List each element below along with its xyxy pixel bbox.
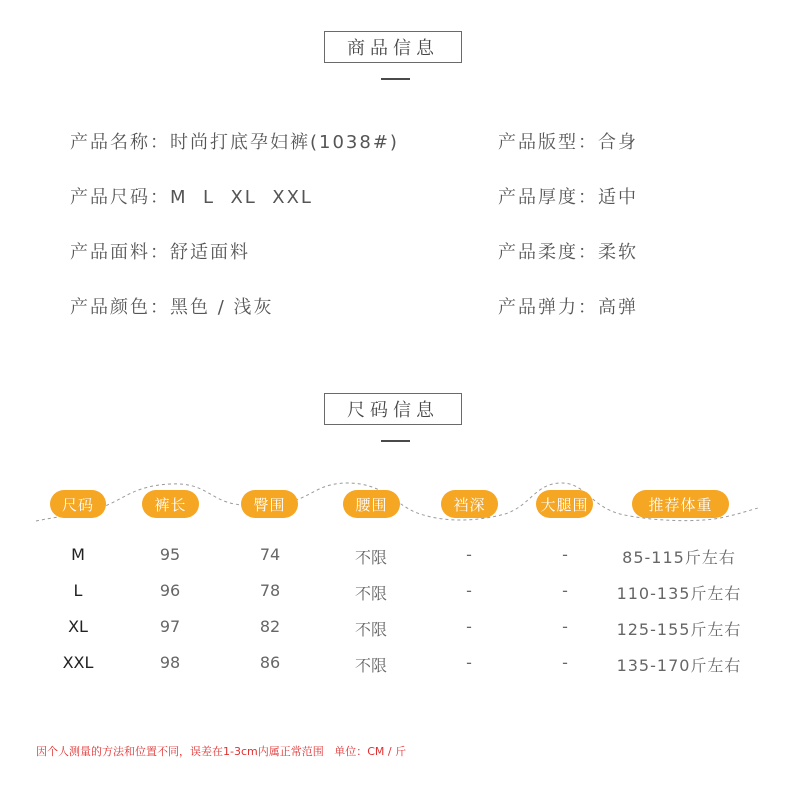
size-info-title — [324, 393, 462, 425]
size-info-title-rule — [381, 440, 410, 442]
product-fit-value: 合身 — [598, 132, 638, 153]
header-size — [50, 490, 106, 518]
cell-rise: - — [466, 653, 472, 672]
header-hip — [241, 490, 298, 518]
product-size-label: 产品尺码： — [70, 187, 170, 208]
cell-pants-length: 95 — [159, 545, 181, 564]
header-pants-length-text: 裤长 — [154, 495, 187, 514]
product-info-title — [324, 31, 462, 63]
header-pants-length — [142, 490, 199, 518]
header-waist — [343, 490, 400, 518]
product-name-value: 时尚打底孕妇裤(1038#) — [170, 132, 399, 153]
product-color-value: 黑色 / 浅灰 — [170, 297, 274, 318]
cell-pants-length: 96 — [159, 581, 181, 600]
product-elasticity-label: 产品弹力： — [498, 297, 598, 318]
cell-thigh: - — [562, 581, 568, 600]
product-name-item — [70, 128, 399, 154]
cell-pants-length: 98 — [159, 653, 181, 672]
product-softness-label: 产品柔度： — [498, 242, 598, 263]
product-size-item — [70, 183, 313, 209]
product-thickness-label: 产品厚度： — [498, 187, 598, 208]
cell-waist: 不限 — [354, 656, 388, 675]
cell-size: XL — [68, 617, 88, 636]
header-recommended-weight — [632, 490, 729, 518]
cell-waist: 不限 — [354, 548, 388, 567]
cell-waist: 不限 — [354, 584, 388, 603]
product-fit-label: 产品版型： — [498, 132, 598, 153]
cell-hip: 86 — [259, 653, 281, 672]
cell-rise: - — [466, 545, 472, 564]
product-softness-value: 柔软 — [598, 242, 638, 263]
cell-recommended-weight: 85-115斤左右 — [622, 548, 736, 567]
product-size-value: M L XL XXL — [170, 187, 313, 208]
cell-hip: 74 — [259, 545, 281, 564]
product-info-title-rule — [381, 78, 410, 80]
cell-rise: - — [466, 617, 472, 636]
cell-hip: 82 — [259, 617, 281, 636]
product-color-item — [70, 293, 274, 319]
cell-size: L — [73, 581, 83, 600]
header-hip-text: 臀围 — [253, 495, 286, 514]
cell-thigh: - — [562, 617, 568, 636]
product-fit-item — [498, 128, 638, 154]
product-fabric-label: 产品面料： — [70, 242, 170, 263]
product-fabric-item — [70, 238, 250, 264]
cell-waist: 不限 — [354, 620, 388, 639]
product-elasticity-value: 高弹 — [598, 297, 638, 318]
measurement-footnote: 因个人测量的方法和位置不同，误差在1-3cm内属正常范围 单位：CM / 斤 — [36, 745, 407, 758]
product-softness-item — [498, 238, 638, 264]
cell-pants-length: 97 — [159, 617, 181, 636]
cell-thigh: - — [562, 653, 568, 672]
header-recommended-weight-text: 推荐体重 — [648, 495, 713, 514]
header-rise — [441, 490, 498, 518]
header-thigh-text: 大腿围 — [540, 495, 589, 514]
cell-hip: 78 — [259, 581, 281, 600]
product-elasticity-item — [498, 293, 638, 319]
cell-recommended-weight: 110-135斤左右 — [616, 584, 742, 603]
product-thickness-value: 适中 — [598, 187, 638, 208]
cell-size: XXL — [62, 653, 94, 672]
header-waist-text: 腰围 — [355, 495, 388, 514]
cell-thigh: - — [562, 545, 568, 564]
product-info-title-text: 商品信息 — [347, 38, 439, 59]
cell-rise: - — [466, 581, 472, 600]
cell-size: M — [71, 545, 85, 564]
product-thickness-item — [498, 183, 638, 209]
cell-recommended-weight: 125-155斤左右 — [616, 620, 742, 639]
header-size-text: 尺码 — [61, 495, 94, 514]
header-thigh — [536, 490, 593, 518]
product-fabric-value: 舒适面料 — [170, 242, 250, 263]
size-info-title-text: 尺码信息 — [347, 400, 439, 421]
product-color-label: 产品颜色： — [70, 297, 170, 318]
cell-recommended-weight: 135-170斤左右 — [616, 656, 742, 675]
product-name-label: 产品名称： — [70, 132, 170, 153]
header-rise-text: 裆深 — [453, 495, 486, 514]
